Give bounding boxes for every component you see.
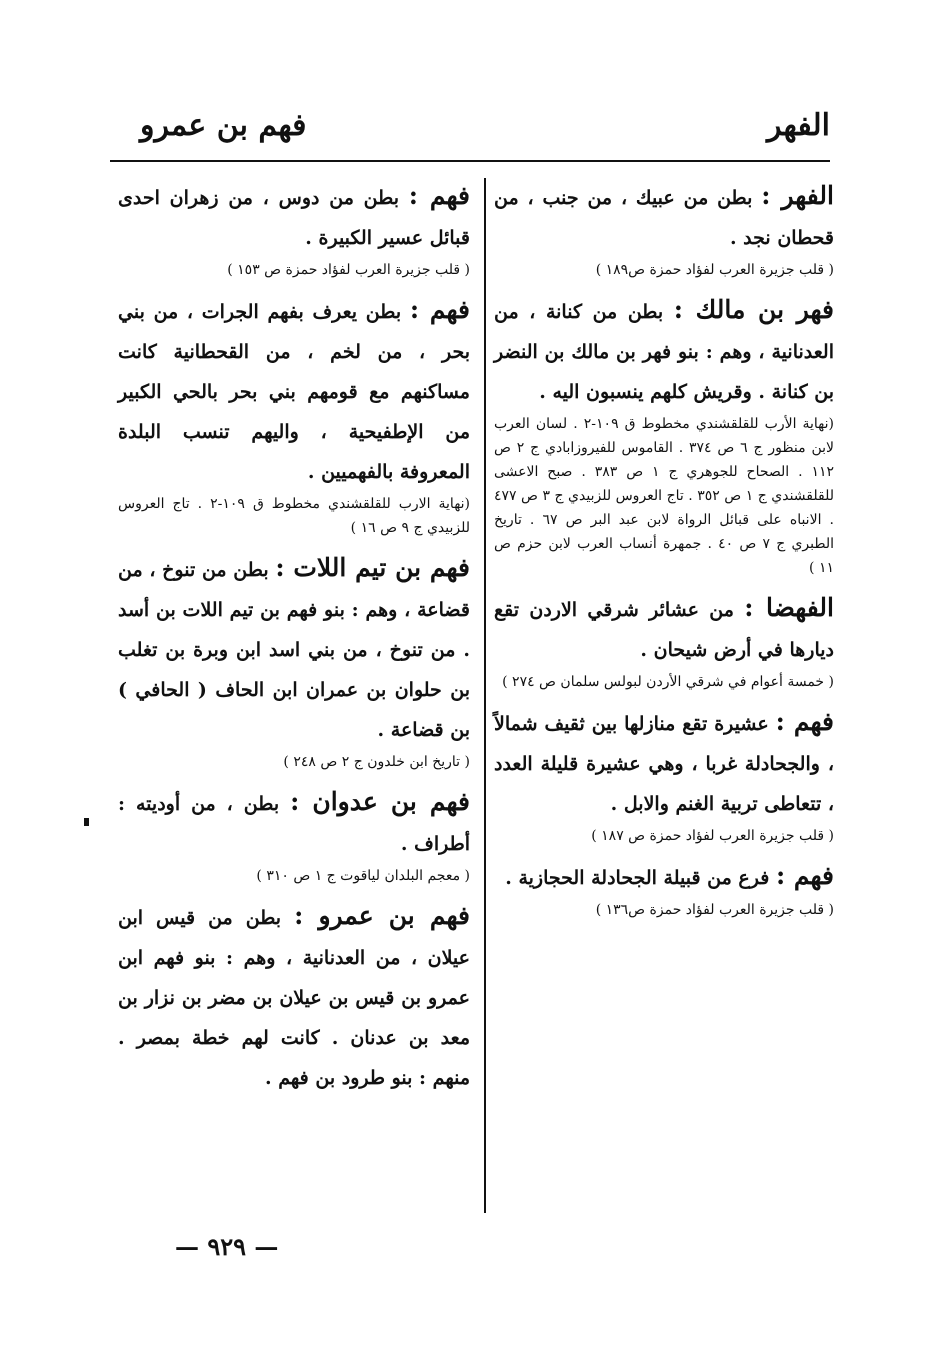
- reference: ( قلب جزيرة العرب لفؤاد حمزة ص ١٨٧ ): [591, 828, 834, 844]
- reference: (نهاية الارب للقلقشندي مخطوط ق ١٠٩-٢ . تاج العروس للزبيدي ج ٩ ص ١٦ ): [118, 496, 471, 536]
- left-column: [118, 176, 470, 1098]
- entry-text: بطن ، من أوديته : أطراف .: [118, 793, 470, 855]
- entry: [494, 176, 834, 258]
- page-header: [110, 108, 830, 158]
- reference: ( قلب جزيرة العرب لفؤاد حمزة ص١٣٦ ): [595, 902, 834, 918]
- entry: [494, 290, 834, 412]
- reference: (نهاية الأرب للقلقشندي مخطوط ق ١٠٩-٢ . لسان العرب لابن منظور ج ٦ ص ٣٧٤ . القاموس للفيروزابادي ج ٢ ص ١١٢ . الصحاح للجوهري ج ١ ص ٣٨٣ . صبح الاعشى للقلقشندي ج ١ ص ٣٥٢ . تاج العروس للزبيدي ج ٣ ص ٤٧٧ . الانباه على قبائل الرواة لابن عبد البر ص ٦٧ . تاريخ الطبري ج ٧ ص ٤٠ . جمهرة أنساب العرب لابن حزم ص ١١ ): [494, 416, 835, 576]
- entry-text: بطن من دوس ، من زهران احدى قبائل عسير الكبيرة .: [118, 187, 470, 249]
- entry-headword: فهم :: [409, 295, 470, 324]
- reference: ( قلب جزيرة العرب لفؤاد حمزة ص ١٥٣ ): [227, 262, 470, 278]
- entry-text: بطن من قيس ابن عيلان ، من العدنانية ، وهم : بنو فهم ابن عمرو بن قيس بن عيلان بن مضر بن نزار بن معد بن عدنان . كانت لهم خطة بمصر . منهم : بنو طرود بن فهم .: [118, 907, 470, 1089]
- entry-text: فرع من قبيلة الجحادلة الحجازية .: [505, 867, 776, 889]
- entry-text: بطن من عبيك ، من جنب ، من قحطان نجد .: [494, 187, 834, 249]
- entry-text: بطن يعرف بفهم الجرات ، من بني بحر ، من لخم ، من القحطانية كانت مساكنهم مع قومهم بني بحر بالحي الكبير من الإطفيحية ، واليهم تنسب البلدة المعروفة بالفهميين .: [118, 301, 470, 483]
- entry: [494, 702, 834, 824]
- entry: [118, 896, 470, 1098]
- entry: [118, 782, 470, 864]
- entry-headword: فهم :: [775, 861, 834, 890]
- reference: ( تاريخ ابن خلدون ج ٢ ص ٢٤٨ ): [283, 754, 470, 770]
- entry-headword: الفهر :: [761, 181, 834, 210]
- entry-text: عشيرة تقع منازلها بين ثقيف شمالاً ، والجحادلة غربا ، وهي عشيرة قليلة العدد ، تتعاطى تربية الغنم والابل .: [494, 713, 834, 815]
- entry-headword: فهم بن عدوان :: [290, 787, 471, 816]
- entry: [494, 856, 834, 898]
- header-rule: [110, 160, 830, 162]
- entry-text: بطن من كنانة ، من العدنانية ، وهم : بنو فهر بن مالك بن النضر بن كنانة . وقريش كلهم ينسبون اليه .: [494, 301, 834, 403]
- page-number: — ٩٢٩ —: [175, 1232, 279, 1261]
- reference: ( معجم البلدان لياقوت ج ١ ص ٣١٠ ): [256, 868, 470, 884]
- entry-headword: الفهضا :: [744, 593, 834, 622]
- header-right-title: الفهر: [766, 108, 830, 143]
- entry: [118, 548, 470, 750]
- entry: [494, 588, 834, 670]
- right-column: [494, 176, 834, 930]
- entry-text: بطن من تنوخ ، من قضاعة ، وهم : بنو فهم بن تيم اللات بن أسد . من تنوخ ، من بني اسد ابن وبرة بن تغلب بن حلوان بن عمران ابن الحاف ( الحافي ) بن قضاعة .: [118, 559, 470, 741]
- entry: [118, 176, 470, 258]
- entry-headword: فهم :: [408, 181, 471, 210]
- margin-mark: [84, 818, 89, 826]
- entry-headword: فهم بن تيم اللات :: [275, 553, 470, 582]
- reference: ( خمسة أعوام في شرقي الأردن لبولس سلمان ص ٢٧٤ ): [502, 674, 834, 690]
- entry: [118, 290, 470, 492]
- entry-text: من عشائر شرقي الاردن تقع ديارها في أرض شيحان .: [494, 599, 834, 661]
- header-left-title: فهم بن عمرو: [140, 108, 307, 143]
- entry-headword: فهم :: [775, 707, 835, 736]
- entry-headword: فهم بن عمرو :: [294, 901, 470, 930]
- column-divider: [484, 178, 486, 1213]
- entry-headword: فهر بن مالك :: [673, 295, 834, 324]
- reference: ( قلب جزيرة العرب لفؤاد حمزة ص١٨٩ ): [595, 262, 834, 278]
